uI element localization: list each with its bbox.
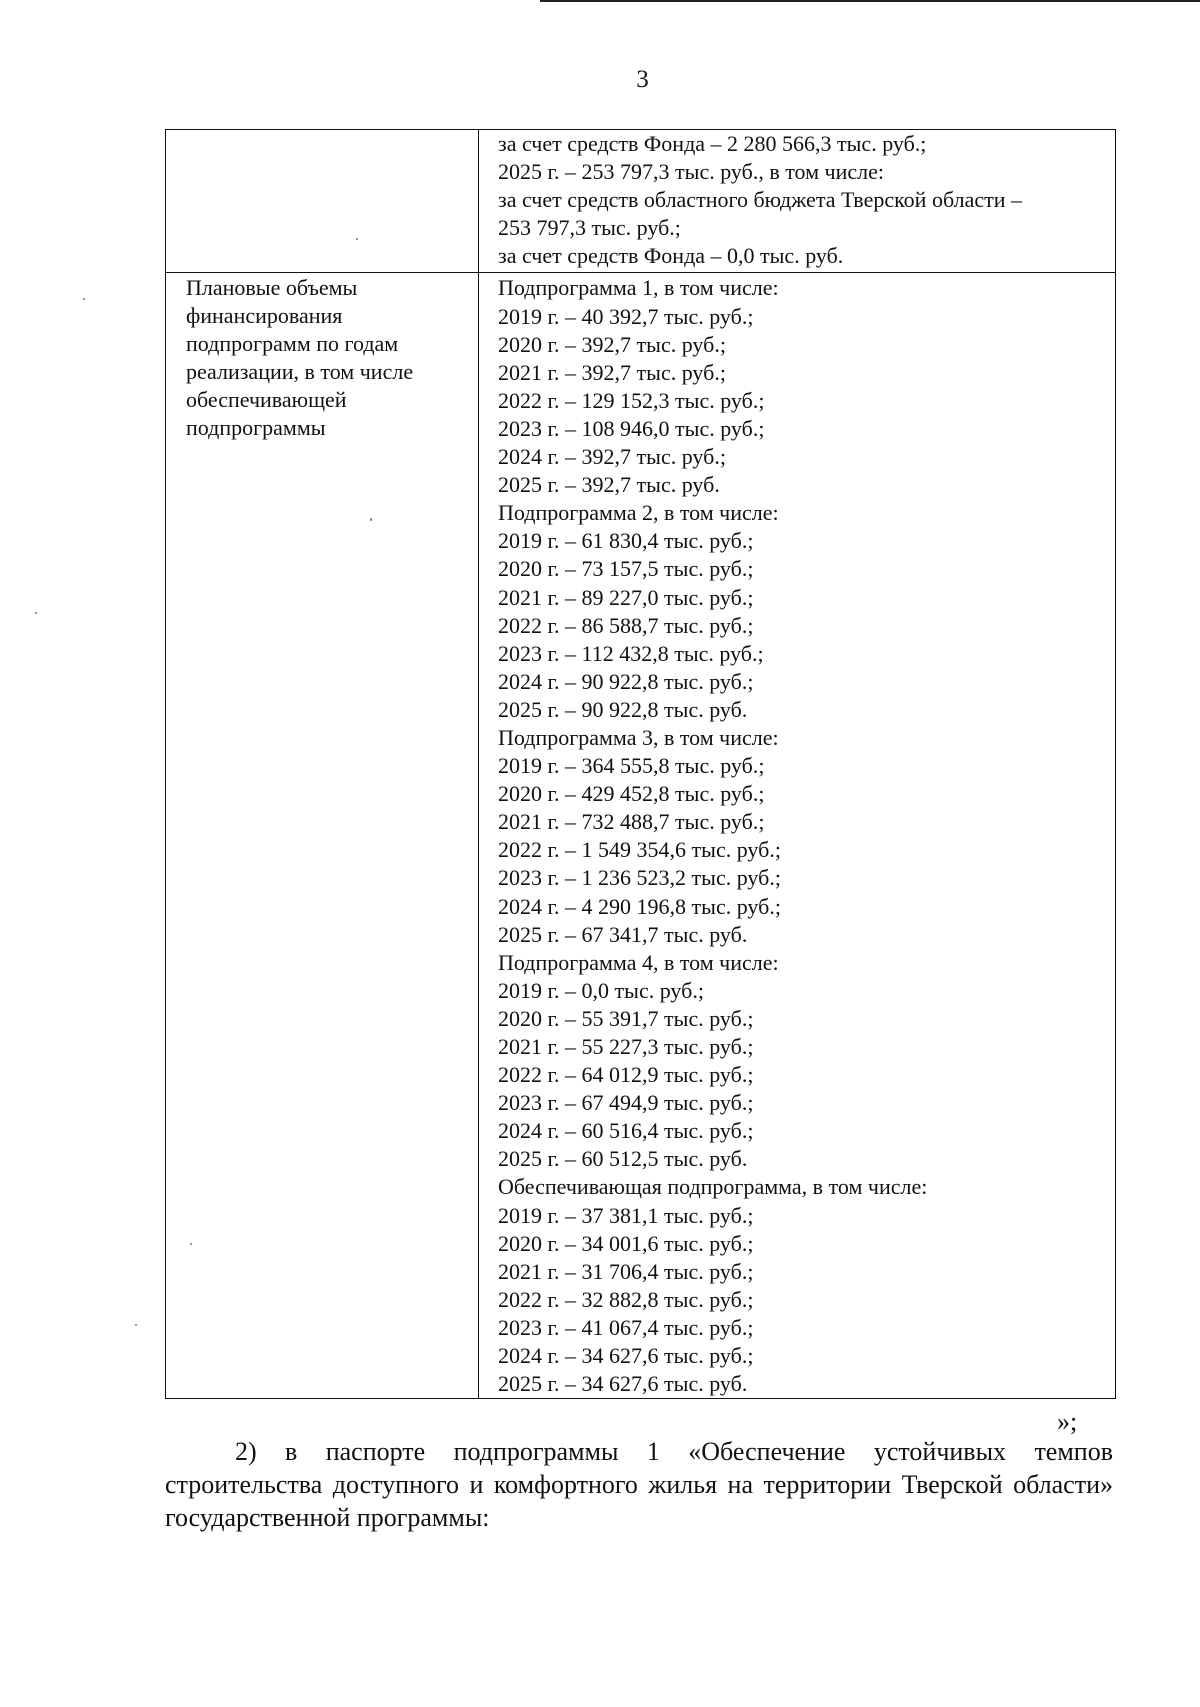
continuation-line: за счет средств областного бюджета Тверской области – [498, 187, 1022, 213]
year-amount-line: 2020 г. – 429 452,8 тыс. руб.; [498, 781, 765, 807]
year-amount-line: 2022 г. – 129 152,3 тыс. руб.; [498, 387, 765, 413]
scan-speck [370, 518, 372, 521]
financing-label-line: финансирования [186, 303, 343, 329]
scan-speck [356, 238, 358, 240]
continuation-line: за счет средств Фонда – 2 280 566,3 тыс. руб.; [498, 131, 927, 156]
year-amount-line: 2020 г. – 34 001,6 тыс. руб.; [498, 1230, 754, 1256]
year-amount-line: 2024 г. – 4 290 196,8 тыс. руб.; [498, 893, 781, 919]
subprogram-block [498, 1173, 1104, 1398]
year-amount-line: 2023 г. – 41 067,4 тыс. руб.; [498, 1314, 754, 1340]
year-amount-line: 2022 г. – 32 882,8 тыс. руб.; [498, 1286, 754, 1312]
continuation-value-cell [479, 130, 1116, 273]
year-amount-line: 2023 г. – 112 432,8 тыс. руб.; [498, 640, 764, 666]
continuation-line: за счет средств Фонда – 0,0 тыс. руб. [498, 243, 844, 269]
subprogram-block [498, 724, 1104, 949]
scan-speck [135, 1324, 137, 1326]
subprogram-header: Подпрограмма 2, в том числе: [498, 500, 779, 526]
year-amount-line: 2019 г. – 37 381,1 тыс. руб.; [498, 1202, 754, 1228]
year-amount-line: 2021 г. – 31 706,4 тыс. руб.; [498, 1258, 754, 1284]
year-amount-line: 2024 г. – 34 627,6 тыс. руб.; [498, 1343, 754, 1369]
subprogram-block [498, 949, 1104, 1174]
subprogram-header: Подпрограмма 3, в том числе: [498, 724, 779, 750]
continuation-label-cell [166, 130, 479, 273]
year-amount-line: 2024 г. – 60 516,4 тыс. руб.; [498, 1118, 754, 1144]
year-amount-line: 2020 г. – 73 157,5 тыс. руб.; [498, 556, 754, 582]
continuation-line: 2025 г. – 253 797,3 тыс. руб., в том числе: [498, 159, 884, 185]
financing-label-line: реализации, в том числе [186, 359, 414, 385]
year-amount-line: 2020 г. – 55 391,7 тыс. руб.; [498, 1005, 754, 1031]
year-amount-line: 2025 г. – 34 627,6 тыс. руб. [498, 1371, 748, 1397]
year-amount-line: 2025 г. – 67 341,7 тыс. руб. [498, 921, 748, 947]
year-amount-line: 2023 г. – 1 236 523,2 тыс. руб.; [498, 865, 781, 891]
year-amount-line: 2025 г. – 90 922,8 тыс. руб. [498, 696, 748, 722]
year-amount-line: 2019 г. – 0,0 тыс. руб.; [498, 977, 704, 1003]
financing-label-cell [166, 273, 479, 1399]
scan-speck [190, 1243, 192, 1245]
table-row-continuation [166, 130, 1116, 273]
year-amount-line: 2022 г. – 86 588,7 тыс. руб.; [498, 612, 754, 638]
subprogram-header: Подпрограмма 1, в том числе: [498, 275, 779, 301]
year-amount-line: 2019 г. – 364 555,8 тыс. руб.; [498, 753, 765, 779]
year-amount-line: 2022 г. – 1 549 354,6 тыс. руб.; [498, 837, 781, 863]
year-amount-line: 2025 г. – 392,7 тыс. руб. [498, 472, 720, 498]
financing-label-line: Плановые объемы [186, 275, 358, 301]
year-amount-line: 2025 г. – 60 512,5 тыс. руб. [498, 1146, 748, 1172]
subprogram-block [498, 274, 1104, 499]
top-edge-rule [540, 0, 1200, 2]
year-amount-line: 2021 г. – 55 227,3 тыс. руб.; [498, 1034, 754, 1059]
table-row-financing [166, 273, 1116, 1399]
year-amount-line: 2021 г. – 392,7 тыс. руб.; [498, 359, 726, 385]
continuation-line: 253 797,3 тыс. руб.; [498, 215, 681, 241]
year-amount-line: 2021 г. – 732 488,7 тыс. руб.; [498, 809, 765, 835]
year-amount-line: 2022 г. – 64 012,9 тыс. руб.; [498, 1062, 754, 1088]
financing-label-line: обеспечивающей [186, 387, 347, 413]
amendment-paragraph: 2) в паспорте подпрограммы 1 «Обеспечение устойчивых темпов строительства доступного и комфортного жилья на территории Тверской области» государственной программы: [165, 1437, 1113, 1532]
financing-label-line: подпрограммы [186, 415, 326, 441]
page-number: 3 [636, 66, 649, 93]
subprogram-block [498, 499, 1104, 724]
subprogram-header: Обеспечивающая подпрограмма, в том числе: [498, 1174, 928, 1200]
year-amount-line: 2024 г. – 90 922,8 тыс. руб.; [498, 668, 754, 694]
year-amount-line: 2024 г. – 392,7 тыс. руб.; [498, 444, 726, 470]
year-amount-line: 2020 г. – 392,7 тыс. руб.; [498, 331, 726, 357]
passport-table [165, 129, 1116, 1399]
scan-speck [35, 612, 37, 614]
year-amount-line: 2019 г. – 40 392,7 тыс. руб.; [498, 303, 754, 329]
subprogram-header: Подпрограмма 4, в том числе: [498, 949, 779, 975]
year-amount-line: 2019 г. – 61 830,4 тыс. руб.; [498, 528, 754, 554]
closing-quote: »; [1057, 1407, 1078, 1436]
year-amount-line: 2021 г. – 89 227,0 тыс. руб.; [498, 584, 754, 610]
year-amount-line: 2023 г. – 67 494,9 тыс. руб.; [498, 1090, 754, 1116]
financing-value-cell [479, 273, 1116, 1399]
financing-label-line: подпрограмм по годам [186, 331, 399, 357]
year-amount-line: 2023 г. – 108 946,0 тыс. руб.; [498, 415, 765, 441]
scan-speck [83, 298, 85, 300]
